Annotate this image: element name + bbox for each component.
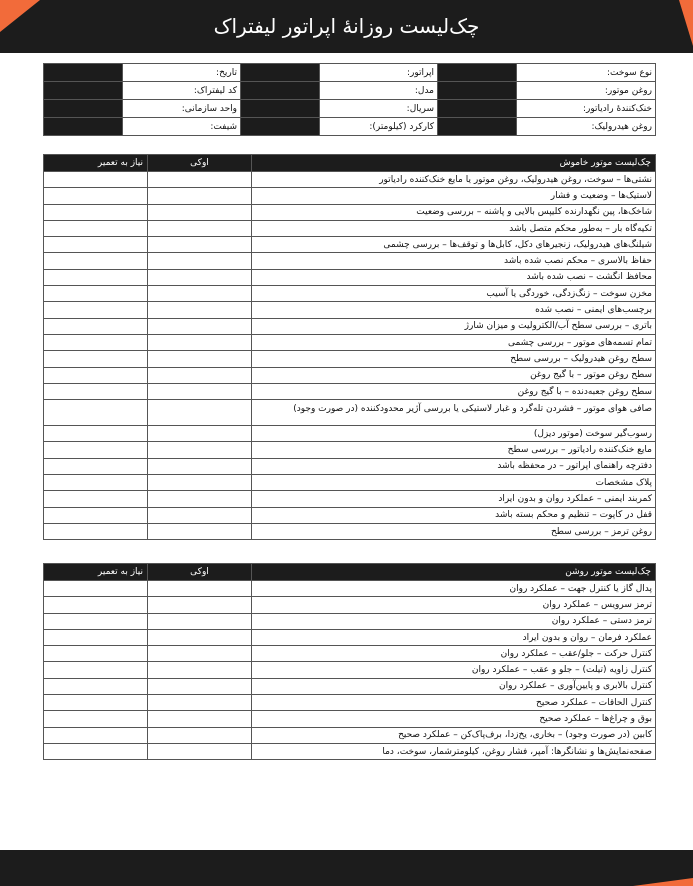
ok-checkbox-cell[interactable] xyxy=(148,458,252,474)
info-label: شیفت: xyxy=(123,118,241,136)
info-label: واحد سازمانی: xyxy=(123,100,241,118)
info-label: روغن موتور: xyxy=(517,82,656,100)
checklist-row xyxy=(44,318,656,334)
checklist-item: دفترچه راهنمای اپراتور – در محفظه باشد xyxy=(252,458,656,474)
checklist-item: شیلنگ‌های هیدرولیک، زنجیرهای دکل، کابل‌ها و توقف‌ها – بررسی چشمی xyxy=(252,237,656,253)
info-value-field[interactable] xyxy=(241,82,320,100)
ok-checkbox-cell[interactable] xyxy=(148,237,252,253)
ok-checkbox-cell[interactable] xyxy=(148,695,252,711)
info-value-field[interactable] xyxy=(44,64,123,82)
ok-checkbox-cell[interactable] xyxy=(148,286,252,302)
info-label: کد لیفتراک: xyxy=(123,82,241,100)
engine-off-checklist xyxy=(43,154,656,540)
checklist-item: باتری – بررسی سطح آب/الکترولیت و میزان شارژ xyxy=(252,318,656,334)
checklist-item: پدال گاز یا کنترل جهت – عملکرد روان xyxy=(252,581,656,597)
checklist-item: سطح روغن جعبه‌دنده – با گیج روغن xyxy=(252,383,656,399)
checklist-row xyxy=(44,743,656,759)
checklist-item: شاخک‌ها، پین نگهدارنده کلیپس بالایی و پاشنه – بررسی وضعیت xyxy=(252,204,656,220)
info-label: روغن هیدرولیک: xyxy=(517,118,656,136)
checklist-row xyxy=(44,727,656,743)
repair-checkbox-cell[interactable] xyxy=(44,507,148,523)
checklist-row xyxy=(44,678,656,694)
checklist-item: صفحه‌نمایش‌ها و نشانگرها: آمپر، فشار روغن، کیلومترشمار، سوخت، دما xyxy=(252,743,656,759)
checklist-item: تمام تسمه‌های موتور – بررسی چشمی xyxy=(252,334,656,350)
checklist-row xyxy=(44,646,656,662)
checklist-item: ترمز سرویس – عملکرد روان xyxy=(252,597,656,613)
repair-checkbox-cell[interactable] xyxy=(44,475,148,491)
ok-checkbox-cell[interactable] xyxy=(148,442,252,458)
ok-checkbox-cell[interactable] xyxy=(148,400,252,426)
info-row xyxy=(44,100,656,118)
repair-checkbox-cell[interactable] xyxy=(44,253,148,269)
ok-checkbox-cell[interactable] xyxy=(148,172,252,188)
repair-checkbox-cell[interactable] xyxy=(44,727,148,743)
checklist-row xyxy=(44,507,656,523)
repair-checkbox-cell[interactable] xyxy=(44,367,148,383)
info-row xyxy=(44,82,656,100)
repair-checkbox-cell[interactable] xyxy=(44,597,148,613)
checklist-item: محافظ انگشت – نصب شده باشد xyxy=(252,269,656,285)
checklist-row xyxy=(44,220,656,236)
info-value-field[interactable] xyxy=(241,118,320,136)
info-value-field[interactable] xyxy=(438,82,517,100)
checklist-item: روغن ترمز – بررسی سطح xyxy=(252,523,656,539)
checklist-row xyxy=(44,302,656,318)
repair-checkbox-cell[interactable] xyxy=(44,237,148,253)
info-value-field[interactable] xyxy=(44,100,123,118)
checklist-item: سطح روغن موتور – با گیج روغن xyxy=(252,367,656,383)
ok-checkbox-cell[interactable] xyxy=(148,727,252,743)
ok-checkbox-cell[interactable] xyxy=(148,475,252,491)
info-label: سریال: xyxy=(320,100,438,118)
checklist-item: کنترل حرکت – جلو/عقب – عملکرد روان xyxy=(252,646,656,662)
info-label: اپراتور: xyxy=(320,64,438,82)
checklist-item: نشتی‌ها – سوخت، روغن هیدرولیک، روغن موتور یا مایع خنک‌کننده رادیاتور xyxy=(252,172,656,188)
info-value-field[interactable] xyxy=(44,118,123,136)
repair-checkbox-cell[interactable] xyxy=(44,458,148,474)
repair-checkbox-cell[interactable] xyxy=(44,743,148,759)
engine-on-header: چک‌لیست موتور روشن xyxy=(252,564,656,581)
checklist-row xyxy=(44,269,656,285)
checklist-item: کمربند ایمنی – عملکرد روان و بدون ایراد xyxy=(252,491,656,507)
checklist-item: تکیه‌گاه بار – به‌طور محکم متصل باشد xyxy=(252,220,656,236)
engine-off-header: چک‌لیست موتور خاموش xyxy=(252,155,656,172)
repair-checkbox-cell[interactable] xyxy=(44,351,148,367)
checklist-row xyxy=(44,400,656,426)
ok-checkbox-cell[interactable] xyxy=(148,743,252,759)
repair-checkbox-cell[interactable] xyxy=(44,523,148,539)
ok-checkbox-cell[interactable] xyxy=(148,646,252,662)
checklist-row xyxy=(44,597,656,613)
checklist-row xyxy=(44,253,656,269)
ok-checkbox-cell[interactable] xyxy=(148,334,252,350)
page-title: چک‌لیست روزانهٔ اپراتور لیفتراک xyxy=(213,14,480,38)
checklist-item: پلاک مشخصات xyxy=(252,475,656,491)
ok-checkbox-cell[interactable] xyxy=(148,383,252,399)
checklist-row xyxy=(44,662,656,678)
ok-checkbox-cell[interactable] xyxy=(148,220,252,236)
ok-checkbox-cell[interactable] xyxy=(148,269,252,285)
info-value-field[interactable] xyxy=(44,82,123,100)
checklist-row xyxy=(44,426,656,442)
checklist-item: قفل در کاپوت – تنظیم و محکم بسته باشد xyxy=(252,507,656,523)
checklist-item: ترمز دستی – عملکرد روان xyxy=(252,613,656,629)
repair-checkbox-cell[interactable] xyxy=(44,662,148,678)
ok-checkbox-cell[interactable] xyxy=(148,253,252,269)
repair-checkbox-cell[interactable] xyxy=(44,269,148,285)
checklist-row xyxy=(44,613,656,629)
info-row xyxy=(44,118,656,136)
repair-checkbox-cell[interactable] xyxy=(44,334,148,350)
repair-checkbox-cell[interactable] xyxy=(44,383,148,399)
ok-column-header: اوکی xyxy=(148,564,252,581)
repair-column-header: نیاز به تعمیر xyxy=(44,155,148,172)
repair-checkbox-cell[interactable] xyxy=(44,172,148,188)
ok-checkbox-cell[interactable] xyxy=(148,678,252,694)
ok-checkbox-cell[interactable] xyxy=(148,507,252,523)
info-label: نوع سوخت: xyxy=(517,64,656,82)
ok-column-header: اوکی xyxy=(148,155,252,172)
repair-checkbox-cell[interactable] xyxy=(44,286,148,302)
repair-checkbox-cell[interactable] xyxy=(44,491,148,507)
footer-bar xyxy=(0,850,693,886)
checklist-row xyxy=(44,237,656,253)
repair-checkbox-cell[interactable] xyxy=(44,204,148,220)
repair-checkbox-cell[interactable] xyxy=(44,318,148,334)
repair-checkbox-cell[interactable] xyxy=(44,442,148,458)
ok-checkbox-cell[interactable] xyxy=(148,367,252,383)
ok-checkbox-cell[interactable] xyxy=(148,523,252,539)
checklist-item: مایع خنک‌کننده رادیاتور – بررسی سطح xyxy=(252,442,656,458)
info-value-field[interactable] xyxy=(241,64,320,82)
repair-checkbox-cell[interactable] xyxy=(44,646,148,662)
checklist-row xyxy=(44,695,656,711)
info-label: خنک‌کنندهٔ رادیاتور: xyxy=(517,100,656,118)
info-label: مدل: xyxy=(320,82,438,100)
checklist-item: لاستیک‌ها – وضعیت و فشار xyxy=(252,188,656,204)
checklist-item: عملکرد فرمان – روان و بدون ایراد xyxy=(252,629,656,645)
repair-checkbox-cell[interactable] xyxy=(44,426,148,442)
checklist-item: سطح روغن هیدرولیک – بررسی سطح xyxy=(252,351,656,367)
checklist-row xyxy=(44,491,656,507)
checklist-row xyxy=(44,475,656,491)
info-row xyxy=(44,64,656,82)
checklist-row xyxy=(44,351,656,367)
checklist-item: مخزن سوخت – زنگ‌زدگی، خوردگی یا آسیب xyxy=(252,286,656,302)
checklist-item: کنترل الحاقات – عملکرد صحیح xyxy=(252,695,656,711)
ok-checkbox-cell[interactable] xyxy=(148,188,252,204)
checklist-item: حفاظ بالاسری – محکم نصب شده باشد xyxy=(252,253,656,269)
ok-checkbox-cell[interactable] xyxy=(148,351,252,367)
checklist-item: کنترل بالابری و پایین‌آوری – عملکرد روان xyxy=(252,678,656,694)
info-value-field[interactable] xyxy=(438,64,517,82)
repair-column-header: نیاز به تعمیر xyxy=(44,564,148,581)
repair-checkbox-cell[interactable] xyxy=(44,613,148,629)
repair-checkbox-cell[interactable] xyxy=(44,711,148,727)
ok-checkbox-cell[interactable] xyxy=(148,318,252,334)
ok-checkbox-cell[interactable] xyxy=(148,613,252,629)
checklist-row xyxy=(44,172,656,188)
checklist-item: کابین (در صورت وجود) – بخاری، یخ‌زدا، برف‌پاک‌کن – عملکرد صحیح xyxy=(252,727,656,743)
ok-checkbox-cell[interactable] xyxy=(148,302,252,318)
checklist-row xyxy=(44,523,656,539)
checklist-row xyxy=(44,711,656,727)
checklist-item: رسوب‌گیر سوخت (موتور دیزل) xyxy=(252,426,656,442)
header-bar xyxy=(0,0,693,53)
info-table xyxy=(43,63,656,136)
repair-checkbox-cell[interactable] xyxy=(44,678,148,694)
info-value-field[interactable] xyxy=(438,118,517,136)
engine-on-checklist xyxy=(43,563,656,760)
info-value-field[interactable] xyxy=(241,100,320,118)
repair-checkbox-cell[interactable] xyxy=(44,302,148,318)
info-label: تاریخ: xyxy=(123,64,241,82)
checklist-row xyxy=(44,188,656,204)
repair-checkbox-cell[interactable] xyxy=(44,400,148,426)
repair-checkbox-cell[interactable] xyxy=(44,220,148,236)
checklist-row xyxy=(44,286,656,302)
info-label: کارکرد (کیلومتر): xyxy=(320,118,438,136)
ok-checkbox-cell[interactable] xyxy=(148,491,252,507)
ok-checkbox-cell[interactable] xyxy=(148,426,252,442)
repair-checkbox-cell[interactable] xyxy=(44,188,148,204)
checklist-row xyxy=(44,442,656,458)
checklist-row xyxy=(44,458,656,474)
repair-checkbox-cell[interactable] xyxy=(44,695,148,711)
ok-checkbox-cell[interactable] xyxy=(148,711,252,727)
repair-checkbox-cell[interactable] xyxy=(44,629,148,645)
info-value-field[interactable] xyxy=(438,100,517,118)
checklist-row xyxy=(44,383,656,399)
ok-checkbox-cell[interactable] xyxy=(148,662,252,678)
checklist-row xyxy=(44,629,656,645)
checklist-item: کنترل زاویه (تیلت) – جلو و عقب – عملکرد روان xyxy=(252,662,656,678)
accent-corner-bottom xyxy=(633,878,693,886)
ok-checkbox-cell[interactable] xyxy=(148,204,252,220)
checklist-row xyxy=(44,334,656,350)
checklist-item: بوق و چراغ‌ها – عملکرد صحیح xyxy=(252,711,656,727)
ok-checkbox-cell[interactable] xyxy=(148,597,252,613)
checklist-item: برچسب‌های ایمنی – نصب شده xyxy=(252,302,656,318)
checklist-row xyxy=(44,204,656,220)
repair-checkbox-cell[interactable] xyxy=(44,581,148,597)
checklist-row xyxy=(44,581,656,597)
checklist-row xyxy=(44,367,656,383)
ok-checkbox-cell[interactable] xyxy=(148,629,252,645)
checklist-item: صافی هوای موتور – فشردن تله‌گرد و غبار لاستیکی یا بررسی آژیر محدودکننده (در صورت وجود) xyxy=(252,400,656,426)
ok-checkbox-cell[interactable] xyxy=(148,581,252,597)
